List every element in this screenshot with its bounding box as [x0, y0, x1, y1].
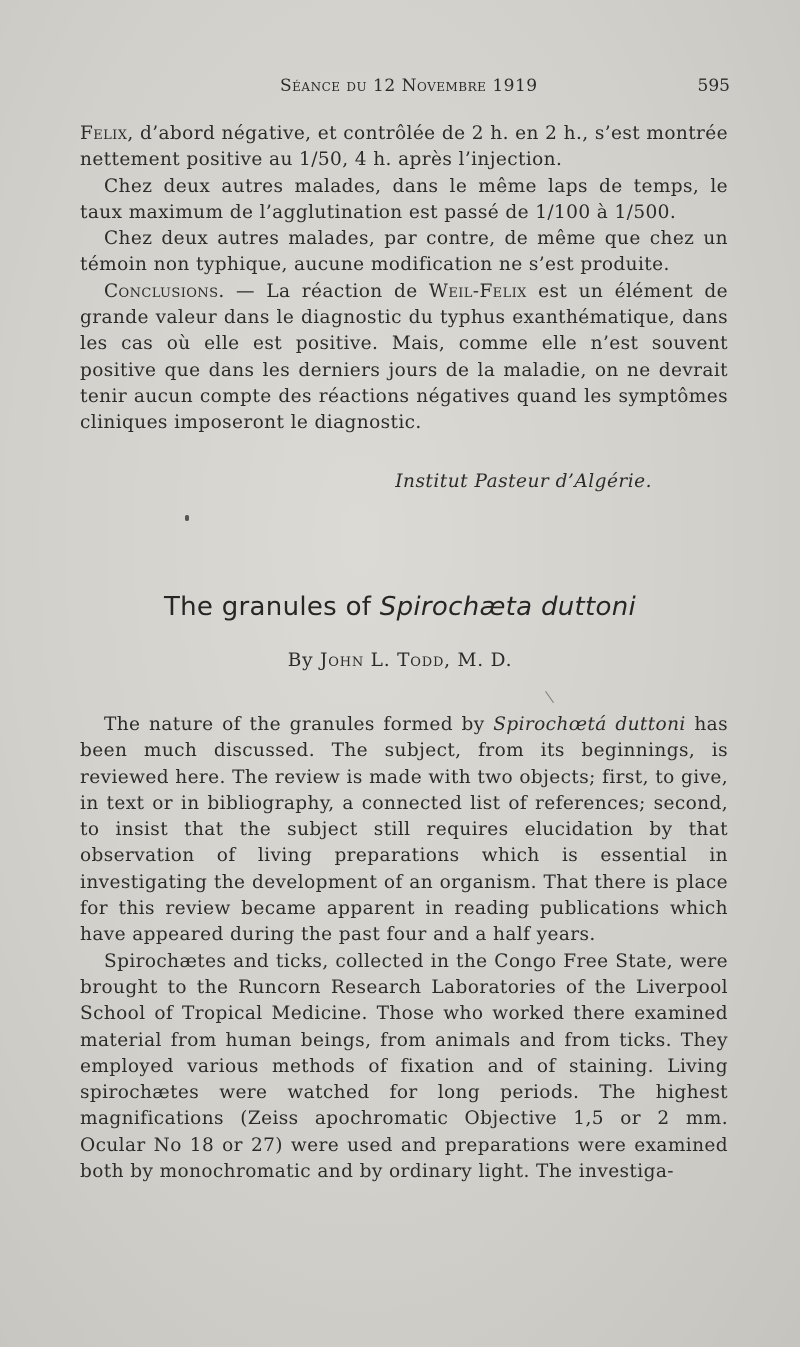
- paragraph: [80, 121, 728, 174]
- title-text: The granules of: [163, 592, 380, 622]
- article-title: [0, 592, 800, 622]
- byline-by: By: [287, 650, 321, 671]
- article-body: [80, 712, 728, 1185]
- conclusions-paragraph: [80, 279, 728, 437]
- running-title: Séance du 12 Novembre 1919: [280, 76, 538, 96]
- byline: [0, 650, 800, 671]
- conclusions-label: Conclusions.: [104, 280, 225, 302]
- paragraph: Spirochætes and ticks, collected in the Congo Free State, were brought to the Runcorn Research Laboratories of the Liverpool School of Tropical Medicine. Those who worked there examined material from human beings, from animals and from ticks. They employed various methods of fixation and of staining. Living spirochætes were watched for long periods. The highest magnifications (Zeiss apochromatic Objective 1,5 or 2 mm. Ocular No 18 or 27) were used and preparations were examined both by monochromatic and by ordinary light. The investiga-: [80, 950, 728, 1183]
- paragraph-text: has been much discussed. The subject, from its beginnings, is reviewed here. The review is made with two objects; first, to give, in text or in bibliography, a connected list of references; second, to insist that the subject still requires elucidation by that observation of living preparations which is essential in investigating the development of an organism. That there is place for this review became apparent in reading publications which have appeared during the past four and a half years.: [80, 714, 728, 946]
- paragraph: Chez deux autres malades, dans le même laps de temps, le taux maximum de l’agglutination est passé de 1/100 à 1/500.: [80, 175, 728, 223]
- continued-article-text: [80, 121, 728, 437]
- species-name: Spirochœtá duttoni: [493, 714, 686, 735]
- author-name-weil-felix: Weil-Felix: [428, 280, 527, 302]
- paragraph: [80, 712, 728, 949]
- author-name: John L. Todd, M. D.: [320, 650, 513, 671]
- paragraph-text: The nature of the granules formed by: [104, 714, 494, 735]
- paragraph-text: , d’abord négative, et contrôlée de 2 h. en 2 h., s’est montrée nettement positive au 1/50, 4 h. après l’injection.: [80, 123, 728, 171]
- ink-speck: [185, 515, 189, 521]
- paragraph: Chez deux autres malades, par contre, de même que chez un témoin non typhique, aucune modification ne s’est produite.: [80, 228, 728, 276]
- paragraph-text: — La réaction de: [224, 280, 429, 302]
- institution-affiliation: Institut Pasteur d’Algérie.: [395, 471, 652, 492]
- paragraph-text: est un élément de grande valeur dans le diagnostic du typhus exanthématique, dans les cas où elle est positive. Mais, comme elle n’est souvent positive que dans les derniers jours de la maladie, on ne devrait tenir aucun compte des réactions négatives quand les symptômes cliniques imposeront le diagnostic.: [80, 280, 729, 434]
- title-species: Spirochæta duttoni: [379, 592, 637, 622]
- author-name-felix: Felix: [80, 123, 128, 144]
- scan-scratch: [545, 691, 554, 703]
- running-header: [0, 76, 800, 100]
- page-number: 595: [697, 76, 730, 96]
